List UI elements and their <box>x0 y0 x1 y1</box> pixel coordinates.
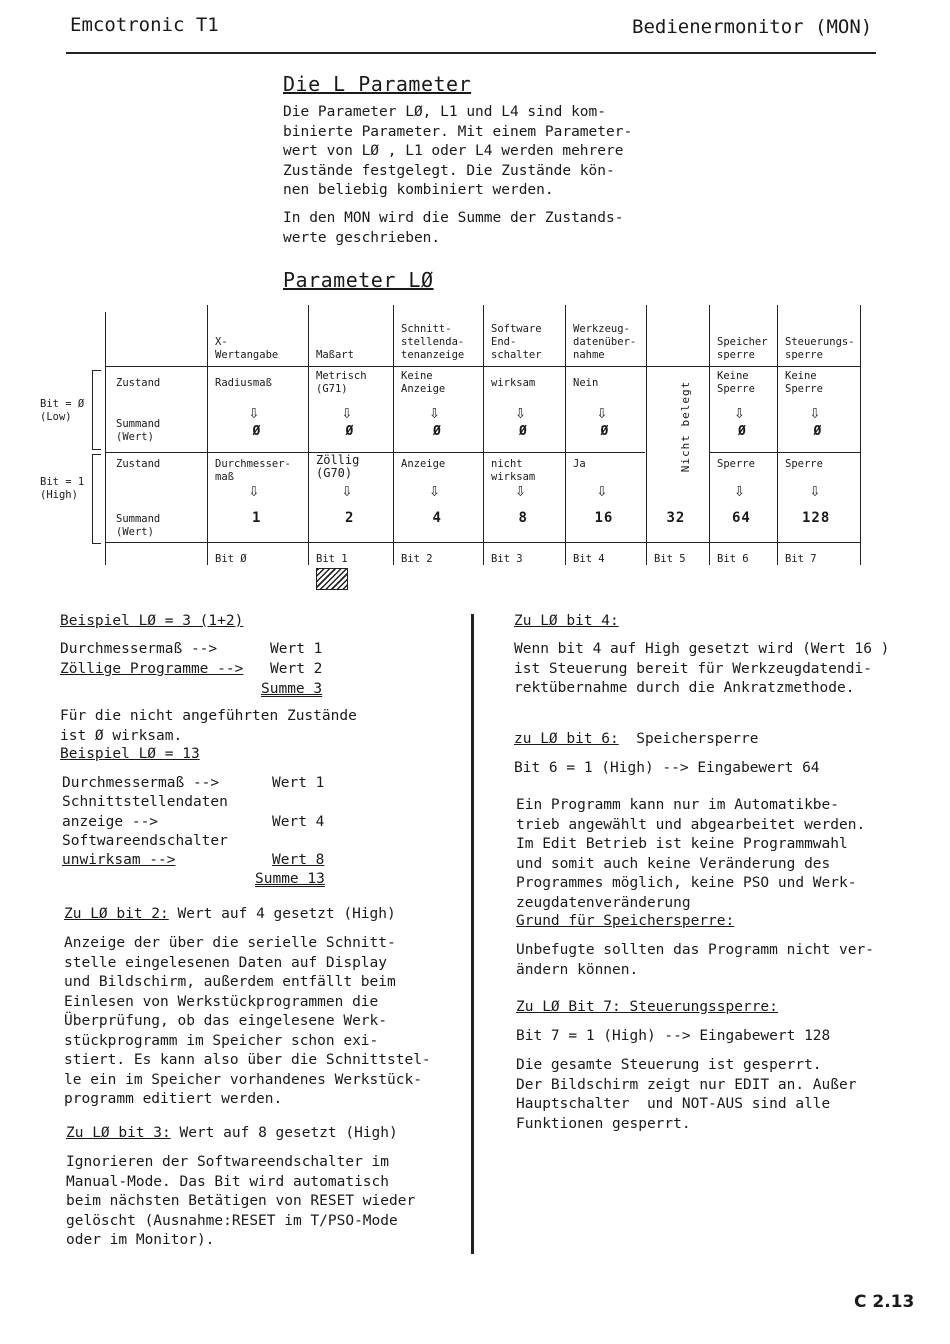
summand-value: 8 <box>518 510 528 526</box>
table-vline <box>207 305 208 565</box>
example-row-label: Durchmessermaß --> <box>60 641 218 657</box>
example-row-label: Durchmessermaß --> <box>62 775 220 791</box>
example-row-label: Schnittstellendaten <box>62 794 228 810</box>
table-vline <box>308 305 309 565</box>
summand-value: 2 <box>345 510 355 526</box>
example-row-value: Wert 8 <box>272 852 325 868</box>
bit7-text: Die gesamte Steuerung ist gesperrt. Der Bildschirm zeigt nur EDIT an. Außer Hauptschalter und NOT-AUS sind alle Funktionen gesperrt. <box>516 1057 857 1132</box>
table-hline <box>105 366 860 367</box>
down-arrow-icon: ⇩ <box>596 480 608 501</box>
down-arrow-icon: ⇩ <box>596 402 608 423</box>
summand-value: 1 <box>252 510 262 526</box>
low-state: Keine Sperre <box>717 370 755 395</box>
parameter-table <box>0 0 950 600</box>
example-row-value: Wert 1 <box>272 775 325 791</box>
down-arrow-icon: ⇩ <box>341 480 353 501</box>
table-hline <box>105 542 860 543</box>
table-vline <box>646 305 647 565</box>
down-arrow-icon: ⇩ <box>809 402 821 423</box>
example-row-value: Wert 1 <box>270 641 323 657</box>
bit3-title: Zu LØ bit 3: <box>66 1125 171 1141</box>
example-row-label: unwirksam --> <box>62 852 176 868</box>
down-arrow-icon: ⇩ <box>429 480 440 501</box>
row-label-zustand-high: Zustand <box>116 458 161 470</box>
table-vline <box>105 312 106 565</box>
example-1-sum: Summe 3 <box>261 681 323 697</box>
bit4-title: Zu LØ bit 4: <box>514 613 619 629</box>
page-number: C 2.13 <box>854 1292 915 1312</box>
bit-label: Bit 2 <box>401 553 433 565</box>
header-left: Emcotronic T1 <box>70 14 219 36</box>
down-arrow-icon: ⇩ <box>248 402 260 423</box>
down-arrow-icon: ⇩ <box>248 480 260 501</box>
table-vline <box>483 305 484 565</box>
low-state: Keine Sperre <box>785 370 823 395</box>
bit-label: Bit 1 <box>316 553 348 565</box>
summand-value: 16 <box>594 510 614 526</box>
nicht-belegt-label: Nicht belegt <box>679 380 693 473</box>
bit6-subtitle: Speichersperre <box>618 731 759 747</box>
bit6-line: Bit 6 = 1 (High) --> Eingabewert 64 <box>514 760 820 776</box>
example-row-value: Wert 4 <box>272 814 325 830</box>
bracket-low <box>92 370 101 450</box>
high-state: Durchmesser- maß <box>215 458 291 483</box>
column-divider <box>471 614 474 1254</box>
low-value-zero: Ø <box>813 424 822 439</box>
low-value-zero: Ø <box>433 424 441 439</box>
section-title: Die L Parameter <box>283 72 472 96</box>
low-value-zero: Ø <box>738 424 746 439</box>
bit2-heading <box>64 905 396 925</box>
high-state: Ja <box>573 458 586 470</box>
example-row-label: anzeige --> <box>62 814 159 830</box>
bit6-heading <box>514 730 758 750</box>
bit-label: Bit 6 <box>717 553 749 565</box>
bit7-title: Zu LØ Bit 7: Steuerungssperre: <box>516 999 778 1015</box>
bit2-text: Anzeige der über die serielle Schnitt- stelle eingelesenen Daten auf Display und Bildschirm, außerdem entfällt beim Einlesen von Werkstückprogrammen die Überprüfung, ob das eingelesene Werk- stückprogramm im Speicher schon exi- stiert. Es kann also über die Schnittstel- le ein im Speicher vorhandenes Werkstück- programm editiert werden. <box>64 935 431 1107</box>
bit4-text: Wenn bit 4 auf High gesetzt wird (Wert 16 ) ist Steuerung bereit für Werkzeugdatendi- rektübernahme durch die Ankratzmethode. <box>514 641 890 696</box>
low-value-zero: Ø <box>345 424 354 439</box>
intro-paragraph-1: Die Parameter LØ, L1 und L4 sind kom- binierte Parameter. Mit einem Parameter- wert von LØ , L1 oder L4 werden mehrere Zustände festgelegt. Die Zustände kön- nen beliebig kombiniert werden. <box>283 104 633 198</box>
down-arrow-icon: ⇩ <box>734 402 745 423</box>
bit-label: Bit Ø <box>215 553 247 565</box>
high-state: Sperre <box>785 458 823 470</box>
bit-label: Bit 4 <box>573 553 605 565</box>
grund-text: Unbefugte sollten das Programm nicht ver- ändern können. <box>516 942 874 978</box>
low-value-zero: Ø <box>600 424 609 439</box>
bit2-title: Zu LØ bit 2: <box>64 906 169 922</box>
bit-low-label: Bit = Ø (Low) <box>40 398 85 423</box>
example-row-value: Wert 2 <box>270 661 323 677</box>
down-arrow-icon: ⇩ <box>515 402 526 423</box>
summand-value: 4 <box>432 510 442 526</box>
table-vline <box>777 305 778 565</box>
table-hline <box>709 452 860 453</box>
bit2-subtitle: Wert auf 4 gesetzt (High) <box>168 906 396 922</box>
intro-paragraph-2: In den MON wird die Summe der Zustands- werte geschrieben. <box>283 210 624 246</box>
low-state: Nein <box>573 377 599 389</box>
header-right: Bedienermonitor (MON) <box>632 16 873 38</box>
bit6-text: Ein Programm kann nur im Automatikbe- trieb angewählt und abgearbeitet werden. Im Edit Betrieb ist keine Programmwahl und somit auch keine Veränderung des Programmes möglich, keine PSO und Werk- zeugdatenveränderung <box>516 797 866 911</box>
note-text: Für die nicht angeführten Zustände ist Ø wirksam. <box>60 708 357 744</box>
summand-value: 64 <box>732 510 751 526</box>
high-state: nicht wirksam <box>491 458 536 483</box>
example-1-title: Beispiel LØ = 3 (1+2) <box>60 613 244 629</box>
row-label-summand-low: Summand (Wert) <box>116 418 161 443</box>
bit3-text: Ignorieren der Softwareendschalter im Manual-Mode. Das Bit wird automatisch beim nächsten Betätigen von RESET wieder gelöscht (Ausnahme:RESET im T/PSO-Mode oder im Monitor). <box>66 1154 416 1248</box>
low-value-zero: Ø <box>252 424 261 439</box>
high-state: Sperre <box>717 458 755 470</box>
bit-high-label: Bit = 1 (High) <box>40 476 85 501</box>
down-arrow-icon: ⇩ <box>429 402 440 423</box>
down-arrow-icon: ⇩ <box>515 480 526 501</box>
column-header: Steuerungs- sperre <box>785 336 855 361</box>
summand-value: 128 <box>802 510 831 526</box>
table-vline <box>709 305 710 565</box>
row-label-zustand-low: Zustand <box>116 377 161 389</box>
low-state: Keine Anzeige <box>401 370 446 395</box>
bit7-line: Bit 7 = 1 (High) --> Eingabewert 128 <box>516 1028 831 1044</box>
low-state: Radiusmaß <box>215 377 272 389</box>
table-title: Parameter LØ <box>283 268 434 292</box>
column-header: Schnitt- stellenda- tenanzeige <box>401 323 465 361</box>
down-arrow-icon: ⇩ <box>809 480 821 501</box>
bit3-subtitle: Wert auf 8 gesetzt (High) <box>170 1125 398 1141</box>
bit3-heading <box>66 1124 398 1144</box>
bit-label: Bit 3 <box>491 553 523 565</box>
column-header: Maßart <box>316 349 354 361</box>
example-2-title: Beispiel LØ = 13 <box>60 746 200 762</box>
bit-label: Bit 5 <box>654 553 686 565</box>
bit-label: Bit 7 <box>785 553 817 565</box>
low-state: Metrisch (G71) <box>316 370 367 395</box>
high-state: Zöllig (G70) <box>316 453 360 480</box>
table-hline <box>105 452 645 453</box>
down-arrow-icon: ⇩ <box>341 402 353 423</box>
column-header: Speicher sperre <box>717 336 768 361</box>
table-vline <box>565 305 566 565</box>
example-2-sum: Summe 13 <box>255 871 325 887</box>
grund-title: Grund für Speichersperre: <box>516 913 735 929</box>
bracket-high <box>92 454 101 544</box>
hatched-marker <box>316 568 348 590</box>
low-value-zero: Ø <box>519 424 527 439</box>
table-vline <box>393 305 394 565</box>
high-state: Anzeige <box>401 458 446 470</box>
bit6-title: zu LØ bit 6: <box>514 731 619 747</box>
row-label-summand-high: Summand (Wert) <box>116 513 161 538</box>
column-header: X- Wertangabe <box>215 336 279 361</box>
down-arrow-icon: ⇩ <box>734 480 745 501</box>
example-row-label: Zöllige Programme --> <box>60 661 244 677</box>
column-header: Werkzeug- datenüber- nahme <box>573 323 637 361</box>
example-row-label: Softwareendschalter <box>62 833 228 849</box>
summand-value: 32 <box>666 510 686 526</box>
table-vline <box>860 305 861 565</box>
low-state: wirksam <box>491 377 536 389</box>
column-header: Software End- schalter <box>491 323 542 361</box>
